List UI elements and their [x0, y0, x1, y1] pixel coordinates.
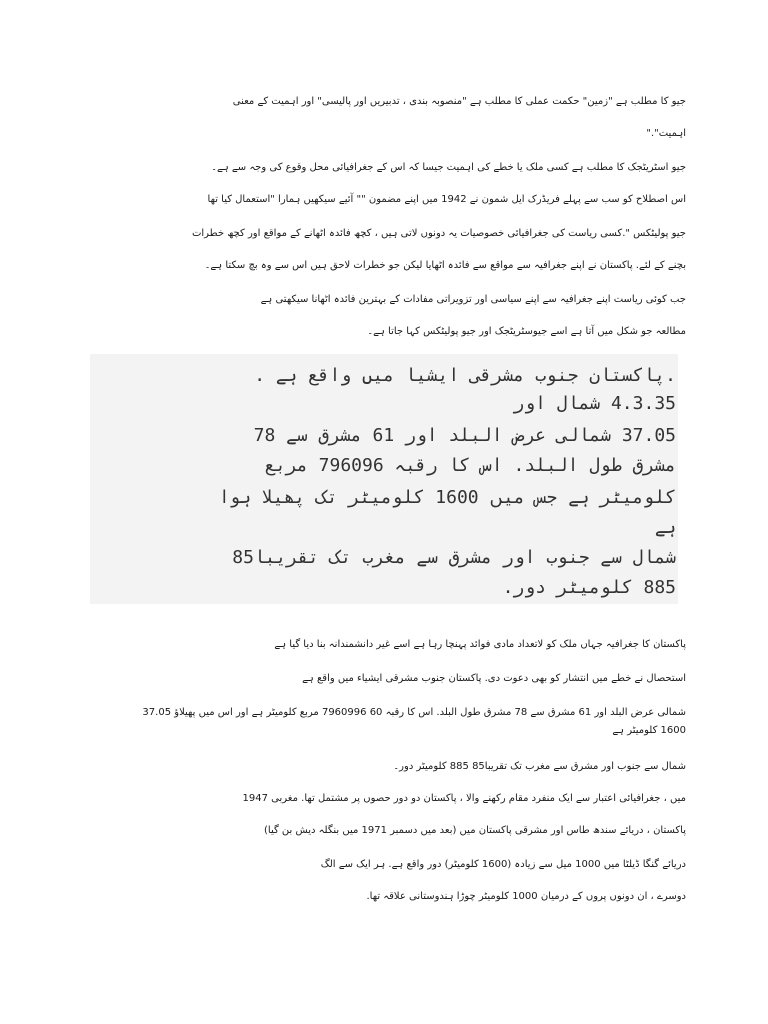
body-paragraph-line: میں ، جغرافیائی اعتبار سے ایک منفرد مقام رکھنے والا ، پاکستان دو دور حصوں پر مشتمل تھا. مغربی 1947 — [242, 793, 686, 804]
code-line: .پاکستان جنوب مشرقی ایشیا میں واقع ہے . — [254, 365, 676, 386]
body-paragraph-line: دریائے گنگا ڈیلٹا میں 1000 میل سے زیادہ (1600 کلومیٹر) دور واقع ہے. ہر ایک سے الگ — [320, 859, 686, 870]
intro-paragraph-line: مطالعہ جو شکل میں آتا ہے اسے جیوسٹریٹجک اور جیو پولیٹکس کہا جاتا ہے۔ — [367, 326, 686, 337]
preformatted-block — [90, 354, 678, 604]
intro-paragraph-line: اس اصطلاح کو سب سے پہلے فریڈرک ایل شمون نے 1942 میں اپنے مضمون "" آئیے سیکھیں ہمارا "استعمال کیا تھا — [207, 194, 686, 205]
code-line: 885 کلومیٹر دور. — [502, 577, 676, 598]
code-line: شمال سے جنوب اور مشرق سے مغرب تک تقریبا85 — [232, 547, 676, 568]
intro-paragraph-line: جیو کا مطلب ہے "زمین" حکمت عملی کا مطلب ہے "منصوبہ بندی ، تدبیریں اور پالیسی" اور اہمیت کے معنی — [232, 96, 686, 107]
body-paragraph-line: پاکستان کا جغرافیہ جہاں ملک کو لاتعداد مادی فوائد پہنچا رہا ہے اسے غیر دانشمندانہ بنا دیا گیا ہے — [274, 639, 686, 650]
body-paragraph-line: شمالی عرض البلد اور 61 مشرق سے 78 مشرق طول البلد. اس کا رقبہ 60 7960996 مربع کلومیٹر ہے اور اس میں پھیلاؤ 37.05 — [142, 707, 686, 718]
code-line: 4.3.35 شمال اور — [513, 393, 676, 414]
body-paragraph-line: استحصال نے خطے میں انتشار کو بھی دعوت دی. پاکستان جنوب مشرقی ایشیاء میں واقع ہے — [302, 673, 686, 684]
body-paragraph-line: پاکستان ، دریائے سندھ طاس اور مشرقی پاکستان میں (بعد میں دسمبر 1971 میں بنگلہ دیش بن گیا) — [264, 825, 686, 836]
intro-paragraph-line: جب کوئی ریاست اپنے جغرافیہ سے اپنے سیاسی اور تزویراتی مفادات کے بہترین فائدہ اٹھانا سیکھتی ہے — [260, 294, 686, 305]
intro-paragraph-line: جیو پولیٹکس ".کسی ریاست کی جغرافیائی خصوصیات یہ دونوں لاتی ہیں ، کچھ فائدہ اٹھانے کے مواقع اور کچھ خطرات — [191, 228, 686, 239]
body-paragraph-line: 1600 کلومیٹر ہے — [612, 725, 686, 736]
code-line: کلومیٹر ہے جس میں 1600 کلومیٹر تک پھیلا ہوا — [218, 487, 676, 508]
intro-paragraph-line: بچنے کے لئے. پاکستان نے اپنے جغرافیہ سے مواقع سے فائدہ اٹھایا لیکن جو خطرات لاحق ہیں اس سے وہ بچ سکتا ہے۔ — [204, 260, 686, 271]
code-line: ہے — [654, 517, 676, 538]
body-paragraph-line: دوسرے ، ان دونوں پروں کے درمیان 1000 کلومیٹر چوڑا ہندوستانی علاقہ تھا. — [366, 891, 686, 902]
intro-paragraph-line: جیو اسٹریٹجک کا مطلب ہے کسی ملک یا خطے کی اہمیت جیسا کہ اس کے جغرافیائی محل وقوع کی وجہ سے ہے۔ — [211, 162, 686, 173]
body-paragraph-line: شمال سے جنوب اور مشرق سے مغرب تک تقریبا85 885 کلومیٹر دور۔ — [393, 761, 686, 772]
code-line: 37.05 شمالی عرض البلد اور 61 مشرق سے 78 — [253, 425, 676, 446]
intro-paragraph-line: اہمیت"." — [646, 128, 686, 139]
code-line: مشرق طول البلد. اس کا رقبہ 796096 مربع — [264, 455, 676, 476]
